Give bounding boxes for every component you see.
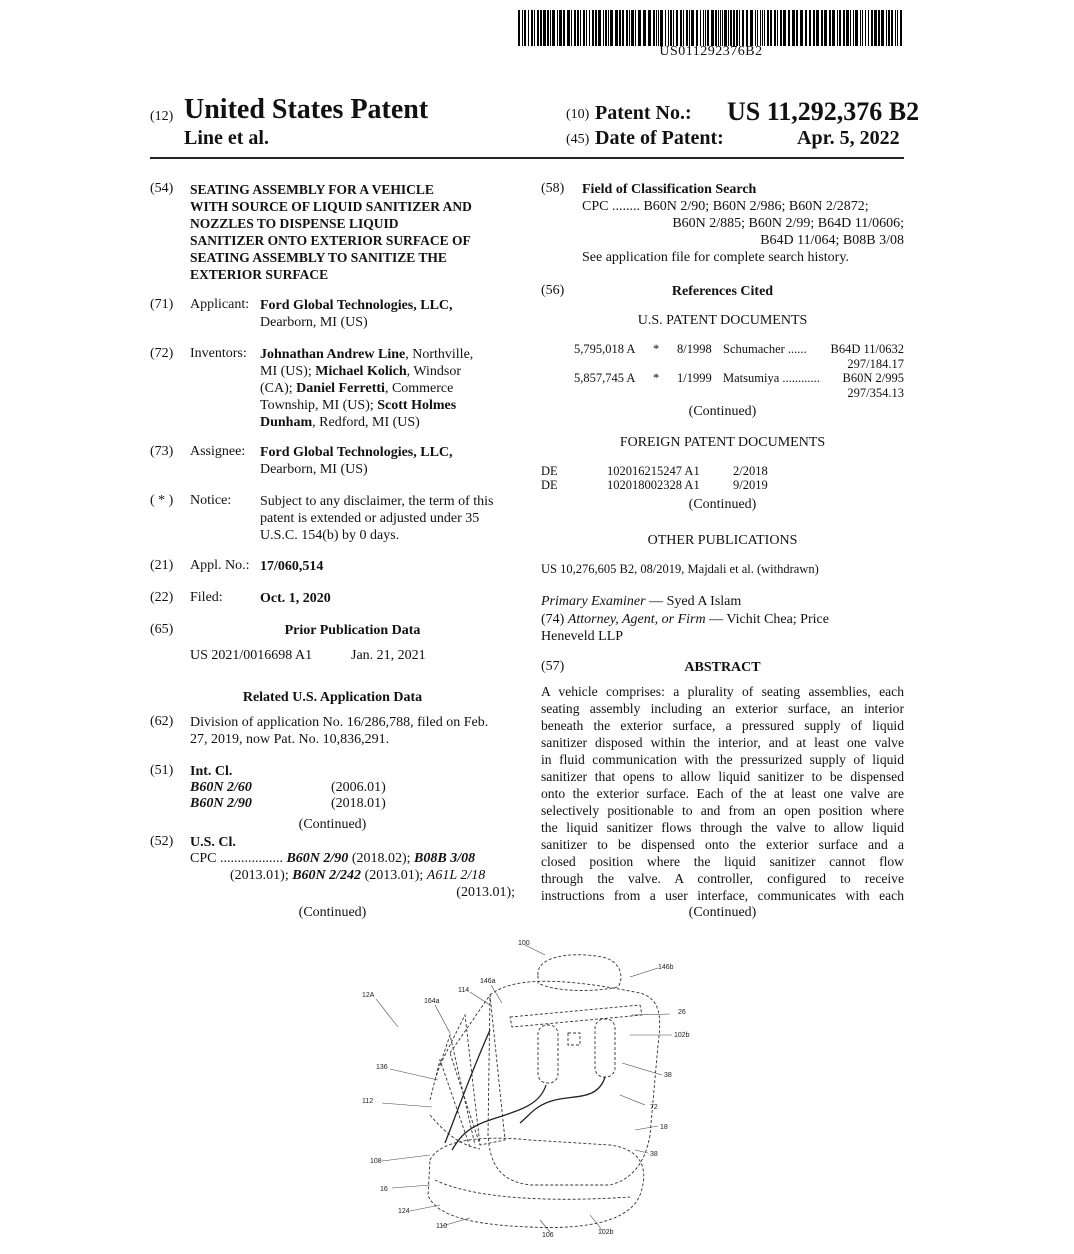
barcode-bar [522,10,523,46]
barcode-bar [783,10,786,46]
barcode-bar [829,10,831,46]
barcode-bar [724,10,727,46]
intcl-continued: (Continued) [298,817,367,832]
ref-label-18: 18 [660,1124,668,1131]
barcode-bar [865,10,866,46]
ref-label-124: 124 [398,1208,410,1215]
barcode-bar [622,10,624,46]
cushion-seam [435,1180,630,1199]
barcode-bar [897,10,898,46]
barcode-bar [733,10,735,46]
ref-label-108: 108 [370,1158,382,1165]
barcode-bar [547,10,549,46]
abstract-line: sanitizer disposed within the interior, and at least one valve [541,735,904,750]
barcode-bar [860,10,861,46]
barcode-bar [764,10,765,46]
barcode-bar [777,10,778,46]
filed-code: (22) [150,590,174,605]
intcl-version-1: (2006.01) [331,780,386,795]
ref-label-26: 26 [678,1009,686,1016]
barcode-bar [552,10,555,46]
barcode-bar [868,10,869,46]
abstract-line: sanitizer that opens to allow liquid sanitizer to be dispensed [541,769,904,784]
barcode-bar [592,10,594,46]
barcode-bar [537,10,539,46]
abstract-code: (57) [541,659,565,674]
barcode-bar [855,10,858,46]
barcode-bar [610,10,613,46]
barcode-bar [660,10,663,46]
ref-label-72: 72 [650,1104,658,1111]
barcode-bar [680,10,682,46]
headrest [538,955,621,991]
barcode-bar [658,10,659,46]
patent-no-label: Patent No.: [595,102,692,124]
barcode [518,10,904,46]
ref-label-114: 114 [458,987,470,994]
appl-number: 17/060,514 [260,559,324,574]
inventors-code: (72) [150,346,174,361]
attorney: (74) Attorney, Agent, or Firm — Vichit Chea; Price Heneveld LLP [541,612,829,644]
uscl-continued: (Continued) [298,905,367,920]
intcl-class-2: B60N 2/90 [190,796,252,811]
assignee-code: (73) [150,444,174,459]
ref-label-38-upper: 38 [664,1072,672,1079]
barcode-bar [559,10,562,46]
abstract-line: closed position where the liquid sanitizer cannot flow [541,854,904,869]
barcode-bar [746,10,748,46]
foreign-ref-2: DE 102018002328 A1 9/2019 [541,478,768,492]
barcode-bar [668,10,669,46]
barcode-bar [608,10,609,46]
barcode-bar [780,10,782,46]
barcode-bar [703,10,704,46]
barcode-bar [705,10,706,46]
title-code: (54) [150,181,174,196]
barcode-bar [718,10,719,46]
barcode-bar [762,10,763,46]
barcode-bar [750,10,753,46]
barcode-bar [691,10,694,46]
barcode-bar [871,10,873,46]
intcl-version-2: (2018.01) [331,796,386,811]
barcode-bar [686,10,689,46]
barcode-bar [796,10,798,46]
barcode-bar [518,10,520,46]
barcode-bar [550,10,551,46]
barcode-bar [696,10,698,46]
barcode-bar [715,10,717,46]
abstract-heading: ABSTRACT [684,660,761,675]
barcode-bar [837,10,838,46]
barcode-bar [631,10,634,46]
ref-label-100: 100 [518,940,530,947]
barcode-bar [742,10,744,46]
barcode-bar [816,10,819,46]
barcode-bar [800,10,803,46]
ref-label-102b-bottom: 102b [598,1229,614,1236]
other-pubs-heading: OTHER PUBLICATIONS [647,533,798,548]
barcode-bar [728,10,729,46]
applicant-code: (71) [150,297,174,312]
patent-date: Apr. 5, 2022 [797,127,900,149]
sanitizer-cylinder-right [595,1019,615,1077]
barcode-bar [824,10,827,46]
barcode-bar [638,10,641,46]
barcode-bar [656,10,657,46]
barcode-bar [739,10,740,46]
ref-label-110: 110 [436,1223,448,1230]
barcode-bar [846,10,849,46]
abstract-line: A vehicle comprises: a plurality of seating assemblies, each [541,684,904,699]
ref-label-102b-top: 102b [674,1032,690,1039]
barcode-bar [557,10,558,46]
sanitizer-cylinder-left [538,1025,558,1083]
barcode-bar [571,10,572,46]
barcode-bar [850,10,851,46]
field-code: (58) [541,181,565,196]
notice-code: ( * ) [150,493,174,508]
leader-lines [376,945,672,1232]
seat-cushion [428,1138,644,1227]
applicant-label: Applicant: [190,297,250,312]
code-12: (12) [150,109,174,124]
us-refs-continued: (Continued) [688,404,757,419]
barcode-bar [722,10,723,46]
abstract-line: in fluid communication with the pressurized supply of liquid [541,752,904,767]
barcode-bar [615,10,618,46]
barcode-bar [648,10,651,46]
barcode-bar [821,10,823,46]
abstract-line: instructions from a user interface, communicates with each [541,888,904,903]
barcode-bar [770,10,772,46]
barcode-bar [891,10,893,46]
barcode-bar [760,10,761,46]
uscl-label: U.S. Cl. [190,835,236,850]
invention-title: SEATING ASSEMBLY FOR A VEHICLE WITH SOURCE OF LIQUID SANITIZER AND NOZZLES TO DISPENSE LIQUID SANITIZER ONTO EXTERIOR SURFACE OF SEATING ASSEMBLY TO SANITIZE THE EXTERIOR SURFACE [190,182,472,282]
code-45: (45) [566,132,590,147]
barcode-bar [577,10,579,46]
abstract-continued: (Continued) [688,905,757,920]
notice: Subject to any disclaimer, the term of this patent is extended or adjusted under 35 U.S.C. 154(b) by 0 days. [260,494,494,543]
document-type: United States Patent [184,94,429,125]
barcode-bar [619,10,621,46]
ref-label-164a: 164a [424,998,440,1005]
intcl-label: Int. Cl. [190,764,233,779]
uscl-text: CPC .................. B60N 2/90 (2018.02); B08B 3/08 (2013.01); B60N 2/242 (2013.01); A61L 2/18 (2013.01); [190,851,515,900]
ref-label-106: 106 [542,1232,554,1239]
prior-number: US 2021/0016698 A1 [190,648,313,663]
barcode-bar [736,10,738,46]
barcode-bar [543,10,546,46]
prior-heading: Prior Publication Data [284,623,421,638]
refs-heading: References Cited [671,284,774,299]
inventors: Johnathan Andrew Line, Northville, MI (US); Michael Kolich, Windsor (CA); Daniel Ferretti, Commerce Township, MI (US); Scott Holmes Dunham, Redford, MI (US) [260,347,474,430]
ref-label-12a: 12A [362,992,375,999]
patent-number: US 11,292,376 B2 [727,97,920,126]
filed-label: Filed: [190,590,223,605]
refs-code: (56) [541,283,565,298]
valve-box [568,1033,580,1045]
barcode-bar [586,10,587,46]
date-label: Date of Patent: [595,127,724,149]
barcode-bar [563,10,565,46]
barcode-bar [589,10,590,46]
abstract-line: seating assembly including an exterior surface, an interior [541,701,904,716]
field-label: Field of Classification Search [582,182,757,197]
barcode-bar [676,10,678,46]
filed-date: Oct. 1, 2020 [260,591,331,606]
barcode-bar [595,10,597,46]
ref-label-112: 112 [362,1098,374,1105]
barcode-bar [567,10,570,46]
hoses [445,1030,605,1150]
barcode-bar [683,10,684,46]
barcode-bar [881,10,884,46]
prior-date: Jan. 21, 2021 [351,648,426,663]
header-rule [150,157,904,159]
barcode-bar [888,10,890,46]
notice-label: Notice: [190,493,232,508]
ref-label-136: 136 [376,1064,388,1071]
us-patents-heading: U.S. PATENT DOCUMENTS [637,313,808,328]
barcode-bar [531,10,533,46]
screen-panel [450,995,505,1145]
barcode-bar [540,10,542,46]
barcode-bar [605,10,607,46]
us-ref-2: 5,857,745 A * 1/1999 Matsumiya ............ B60N 2/995 297/354.13 [574,371,904,400]
abstract-line: selectively positionable to and from an open position where [541,803,904,818]
code-10: (10) [566,107,590,122]
intcl-code: (51) [150,763,174,778]
barcode-bar [886,10,887,46]
barcode-bar [626,10,628,46]
barcode-bar [673,10,674,46]
publication-number: US011292376B2 [659,44,763,59]
barcode-bar [629,10,630,46]
abstract-line: onto the exterior surface. Each of the at least one valve are [541,786,904,801]
appl-label: Appl. No.: [190,558,250,573]
barcode-bar [788,10,790,46]
abstract-text [541,683,904,904]
ref-label-38-lower: 38 [650,1151,658,1158]
barcode-bar [700,10,701,46]
barcode-bar [767,10,769,46]
related-text: Division of application No. 16/286,788, filed on Feb. 27, 2019, now Pat. No. 10,836,291. [190,715,489,747]
barcode-bar [895,10,896,46]
abstract-line: the liquid sanitizer flows through the valve to allow liquid [541,820,904,835]
foreign-heading: FOREIGN PATENT DOCUMENTS [619,435,826,450]
barcode-bar [524,10,526,46]
barcode-bar [730,10,732,46]
abstract-line: beneath the exterior surface, a pressured supply of liquid [541,718,904,733]
inventors-short: Line et al. [184,127,269,149]
barcode-bar [832,10,835,46]
intcl-class-1: B60N 2/60 [190,780,252,795]
patent-figure [340,935,740,1240]
prior-code: (65) [150,622,174,637]
foreign-ref-1: DE 102016215247 A1 2/2018 [541,464,768,478]
barcode-bar [757,10,758,46]
abstract-line: sanitizer to be dispensed onto the exterior surface and a [541,837,904,852]
barcode-bar [670,10,672,46]
primary-examiner: Primary Examiner — Syed A Islam [541,594,742,609]
barcode-bar [711,10,714,46]
barcode-bar [707,10,709,46]
inventors-label: Inventors: [190,346,247,361]
barcode-bar [900,10,902,46]
ref-label-146b: 146b [658,964,674,971]
barcode-bar [839,10,841,46]
ref-label-146a: 146a [480,978,496,985]
barcode-bar [755,10,756,46]
barcode-bar [874,10,877,46]
barcode-bar [603,10,604,46]
us-ref-1: 5,795,018 A * 8/1998 Schumacher ...... B64D 11/0632 297/184.17 [574,342,904,371]
barcode-bar [635,10,636,46]
barcode-bar [665,10,666,46]
barcode-bar [653,10,655,46]
barcode-bar [809,10,811,46]
barcode-bar [805,10,807,46]
abstract-line: through the valve. A controller, configured to receive [541,871,904,886]
barcode-bar [853,10,854,46]
ref-label-16: 16 [380,1186,388,1193]
assignee-label: Assignee: [190,444,246,459]
barcode-bar [792,10,795,46]
related-heading: Related U.S. Application Data [242,690,423,705]
barcode-bar [598,10,601,46]
barcode-bar [878,10,880,46]
barcode-bar [720,10,721,46]
barcode-bar [813,10,815,46]
appl-code: (21) [150,558,174,573]
barcode-bar [574,10,576,46]
assignee: Ford Global Technologies, LLC, Dearborn, MI (US) [260,445,453,477]
barcode-bar [689,10,690,46]
applicant: Ford Global Technologies, LLC, Dearborn, MI (US) [260,298,453,330]
field-text: CPC ........ B60N 2/90; B60N 2/986; B60N 2/2872; B60N 2/885; B60N 2/99; B64D 11/0606; B64D 11/064; B08B 3/08 See application file for complete search history. [582,199,904,265]
barcode-bar [862,10,863,46]
barcode-bar [528,10,529,46]
barcode-bar [643,10,646,46]
uscl-code: (52) [150,834,174,849]
other-publication: US 10,276,605 B2, 08/2019, Majdali et al. (withdrawn) [541,562,819,576]
barcode-bar [583,10,585,46]
foreign-refs-continued: (Continued) [688,497,757,512]
barcode-bar [580,10,581,46]
related-code: (62) [150,714,174,729]
rail [510,1005,642,1027]
barcode-bar [774,10,776,46]
barcode-bar [534,10,535,46]
barcode-bar [843,10,845,46]
